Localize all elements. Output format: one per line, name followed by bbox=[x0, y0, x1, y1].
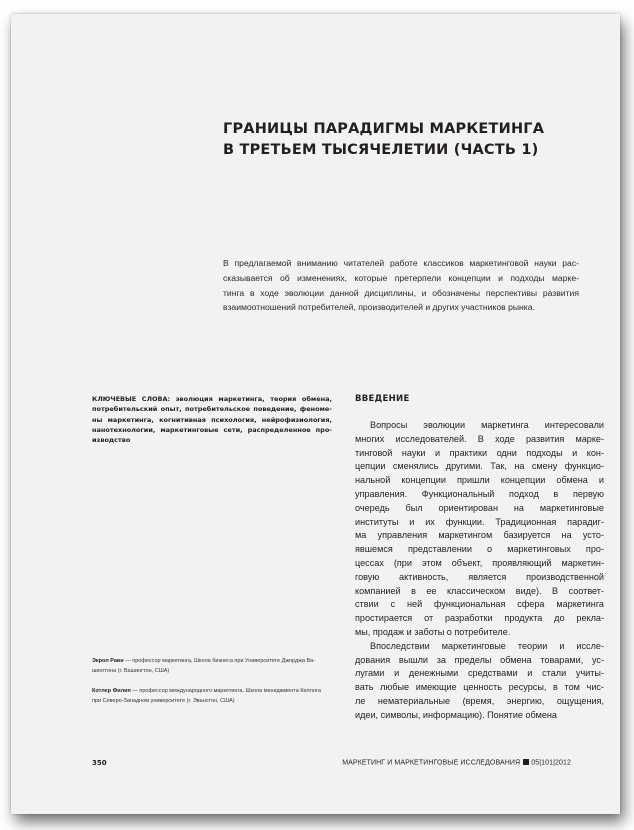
keywords-line: КЛЮЧЕВЫЕ СЛОВА: эволюция маркетинга, теория обмена, bbox=[92, 395, 332, 403]
article-abstract bbox=[223, 256, 579, 315]
keywords-line: изводство bbox=[92, 436, 131, 445]
body-line: ма управления маркетингом базируется на усто- bbox=[355, 530, 604, 541]
body-line: компанией в ее классическом виде). В соответ- bbox=[355, 585, 604, 596]
keywords-block bbox=[92, 394, 332, 445]
body-line: говую активность, является производственной bbox=[355, 571, 604, 582]
body-line: явшемся представлении о маркетинговых про- bbox=[355, 544, 604, 555]
keywords-line: нанотехнологии, маркетинговые сети, распределенное про- bbox=[92, 425, 332, 434]
body-line: цессах (при этом объект, проявляющий маркетин- bbox=[355, 557, 604, 568]
body-line: цепции сменялись другими. Так, на смену функцио- bbox=[355, 461, 604, 472]
body-line: вать любые имеющие ценность ресурсы, в том чис- bbox=[355, 682, 604, 693]
page-number: 350 bbox=[92, 759, 107, 767]
issue-number: 05|101|2012 bbox=[531, 759, 571, 767]
author-description: при Северо-Западном университете (г. Эванстон, США) bbox=[92, 697, 235, 704]
abstract-line: взаимоотношений потребителей, производителей и других участников рынка. bbox=[223, 302, 535, 313]
abstract-line: В предлагаемой вниманию читателей работе классиков маркетинговой науки рас- bbox=[223, 258, 579, 268]
body-line: Впоследствии маркетинговые теории и иссле- bbox=[370, 640, 604, 651]
section-heading: ВВЕДЕНИЕ bbox=[355, 394, 410, 404]
body-line: дования вышли за пределы обмена товарами, ус- bbox=[355, 654, 604, 665]
body-line: идеи, символы, информацию). Понятие обмена bbox=[355, 709, 557, 720]
body-line: лугами и денежными средствами и стали учиты- bbox=[355, 668, 604, 679]
keywords-line: ны маркетинга, когнитивная психология, нейрофизиология, bbox=[92, 415, 332, 424]
journal-name: МАРКЕТИНГ И МАРКЕТИНГОВЫЕ ИССЛЕДОВАНИЯ bbox=[342, 759, 521, 767]
author-description: шингтона (г. Вашингтон, США) bbox=[92, 667, 170, 674]
abstract-line: сказывается об изменениях, которые претерпели концепции и подходы марке- bbox=[223, 272, 579, 283]
body-line: ствии с ней функциональная сфера маркетинга bbox=[355, 599, 604, 610]
body-line: тинговой науки и практики одни подходы и кон- bbox=[355, 447, 604, 458]
body-line: нальной концепции пришли концепции обмена и bbox=[355, 475, 604, 486]
body-line: мы, продаж и заботы о потребителе. bbox=[355, 626, 511, 637]
body-line: очередь был ориентирован на маркетинговые bbox=[355, 502, 604, 513]
author-description: — профессор международного маркетинга, Школа менеджмента Келлога bbox=[130, 688, 321, 694]
body-line: Вопросы эволюции маркетинга интересовали bbox=[370, 420, 604, 430]
author-note bbox=[92, 687, 332, 706]
separator-square-icon bbox=[523, 759, 529, 765]
body-line: управления. Функциональный подход в первую bbox=[355, 488, 604, 499]
body-text bbox=[355, 419, 604, 723]
body-line: многих исследователей. В ходе развития марке- bbox=[355, 433, 604, 444]
body-line: институты и их функции. Традиционная парадиг- bbox=[355, 516, 604, 527]
title-line: В ТРЕТЬЕМ ТЫСЯЧЕЛЕТИИ (ЧАСТЬ 1) bbox=[223, 142, 539, 158]
article-title bbox=[223, 119, 603, 161]
author-note bbox=[92, 657, 332, 676]
title-line: ГРАНИЦЫ ПАРАДИГМЫ МАРКЕТИНГА bbox=[223, 121, 545, 137]
journal-footer bbox=[342, 759, 571, 767]
body-line: простирается от разработки продукта до рекла- bbox=[355, 613, 604, 624]
author-name: Котлер Филип bbox=[92, 688, 131, 694]
body-line: ле нематериальные (время, энергию, ощущения, bbox=[355, 695, 604, 706]
author-name: Экрол Рави bbox=[92, 658, 124, 664]
keywords-line: потребительский опыт, потребительское поведение, феноме- bbox=[92, 405, 332, 414]
abstract-line: тинга в ходе эволюции данной дисциплины, и обозначены перспективы развития bbox=[223, 287, 579, 298]
journal-page bbox=[11, 14, 620, 814]
author-description: — профессор маркетинга, Школа бизнеса при Университете Джорджа Ва- bbox=[123, 658, 316, 664]
